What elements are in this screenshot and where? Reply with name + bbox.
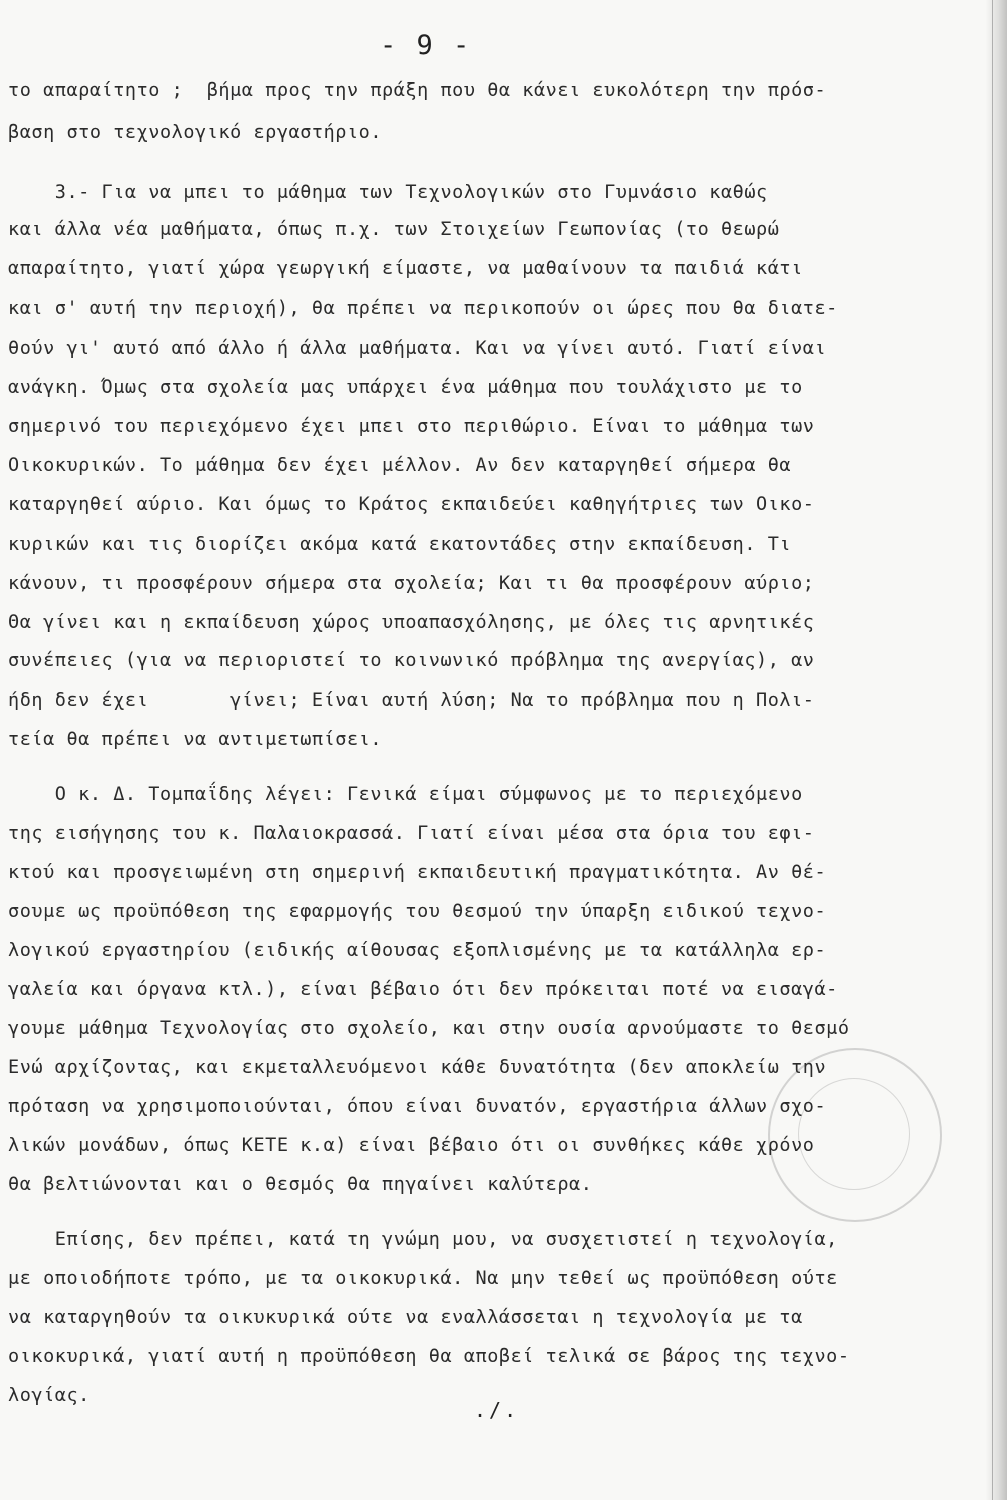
text-line: Ενώ αρχίζοντας, και εκμεταλλευόμενοι κάθε δυνατότητα (δεν αποκλείω την xyxy=(8,1057,827,1078)
page-edge-shadow xyxy=(985,0,1007,1500)
body-text xyxy=(8,0,983,1406)
text-line: βαση στο τεχνολογικό εργαστήριο. xyxy=(8,122,383,143)
text-line: ήδη δεν έχει γίνει; Είναι αυτή λύση; Να το πρόβλημα που η Πολι- xyxy=(8,690,815,711)
text-line: καταργηθεί αύριο. Και όμως το Κράτος εκπαιδεύει καθηγήτριες των Οικο- xyxy=(8,494,815,515)
page-edge-line xyxy=(992,0,993,1500)
text-line: 3.- Για να μπει το μάθημα των Τεχνολογικών στο Γυμνάσιο καθώς xyxy=(8,182,768,203)
text-line: της εισήγησης του κ. Παλαιοκρασσά. Γιατί είναι μέσα στα όρια του εφι- xyxy=(8,823,815,844)
text-line: το απαραίτητο ; βήμα προς την πράξη που θα κάνει ευκολότερη την πρόσ- xyxy=(8,80,827,101)
text-line: θούν γι' αυτό από άλλο ή άλλα μαθήματα. Και να γίνει αυτό. Γιατί είναι xyxy=(8,338,827,359)
text-line: λογίας. xyxy=(8,1385,90,1406)
text-line: σουμε ως προϋπόθεση της εφαρμογής του θεσμού την ύπαρξη ειδικού τεχνο- xyxy=(8,901,827,922)
text-line: τεία θα πρέπει να αντιμετωπίσει. xyxy=(8,729,383,750)
text-line: με οποιοδήποτε τρόπο, με τα οικοκυρικά. Να μην τεθεί ως προϋπόθεση ούτε xyxy=(8,1268,838,1289)
text-line: κυρικών και τις διορίζει ακόμα κατά εκατοντάδες στην εκπαίδευση. Τι xyxy=(8,534,792,555)
text-line: θα βελτιώνονται και ο θεσμός θα πηγαίνει καλύτερα. xyxy=(8,1174,593,1195)
text-line: και σ' αυτή την περιοχή), θα πρέπει να περικοπούν οι ώρες που θα διατε- xyxy=(8,298,838,319)
text-line: ανάγκη. Όμως στα σχολεία μας υπάρχει ένα μάθημα που τουλάχιστο με το xyxy=(8,377,803,398)
text-line: λογικού εργαστηρίου (ειδικής αίθουσας εξοπλισμένης με τα κατάλληλα ερ- xyxy=(8,940,827,961)
text-line: κτού και προσγειωμένη στη σημερινή εκπαιδευτική πραγματικότητα. Αν θέ- xyxy=(8,862,827,883)
faded-stamp-inner-ring xyxy=(798,1078,910,1190)
text-line: Επίσης, δεν πρέπει, κατά τη γνώμη μου, να συσχετιστεί η τεχνολογία, xyxy=(8,1229,838,1250)
text-line: γαλεία και όργανα κτλ.), είναι βέβαιο ότι δεν πρόκειται ποτέ να εισαγά- xyxy=(8,979,838,1000)
text-line: Θα γίνει και η εκπαίδευση χώρος υποαπασχόλησης, με όλες τις αρνητικές xyxy=(8,612,815,633)
text-line: σημερινό του περιεχόμενο έχει μπει στο περιθώριο. Είναι το μάθημα των xyxy=(8,416,815,437)
page-number: - 9 - xyxy=(380,30,472,61)
page-end-mark: ./. xyxy=(474,1398,520,1422)
text-line: συνέπειες (για να περιοριστεί το κοινωνικό πρόβλημα της ανεργίας), αν xyxy=(8,650,815,671)
text-line: λικών μονάδων, όπως ΚΕΤΕ κ.α) είναι βέβαιο ότι οι συνθήκες κάθε χρόνο xyxy=(8,1135,815,1156)
text-line: Ο κ. Δ. Τομπαΐδης λέγει: Γενικά είμαι σύμφωνος με το περιεχόμενο xyxy=(8,784,803,805)
text-line: και άλλα νέα μαθήματα, όπως π.χ. των Στοιχείων Γεωπονίας (το θεωρώ xyxy=(8,219,780,240)
text-line: γουμε μάθημα Τεχνολογίας στο σχολείο, και στην ουσία αρνούμαστε το θεσμό xyxy=(8,1018,850,1039)
text-line: να καταργηθούν τα οικυκυρικά ούτε να εναλλάσσεται η τεχνολογία με τα xyxy=(8,1307,803,1328)
text-line: απαραίτητο, γιατί χώρα γεωργική είμαστε, να μαθαίνουν τα παιδιά κάτι xyxy=(8,258,803,279)
text-line: κάνουν, τι προσφέρουν σήμερα στα σχολεία; Και τι θα προσφέρουν αύριο; xyxy=(8,573,815,594)
text-line: Οικοκυρικών. Το μάθημα δεν έχει μέλλον. Αν δεν καταργηθεί σήμερα θα xyxy=(8,455,792,476)
text-line: πρόταση να χρησιμοποιούνται, όπου είναι δυνατόν, εργαστήρια άλλων σχο- xyxy=(8,1096,827,1117)
text-line: οικοκυρικά, γιατί αυτή η προϋπόθεση θα αποβεί τελικά σε βάρος της τεχνο- xyxy=(8,1346,850,1367)
